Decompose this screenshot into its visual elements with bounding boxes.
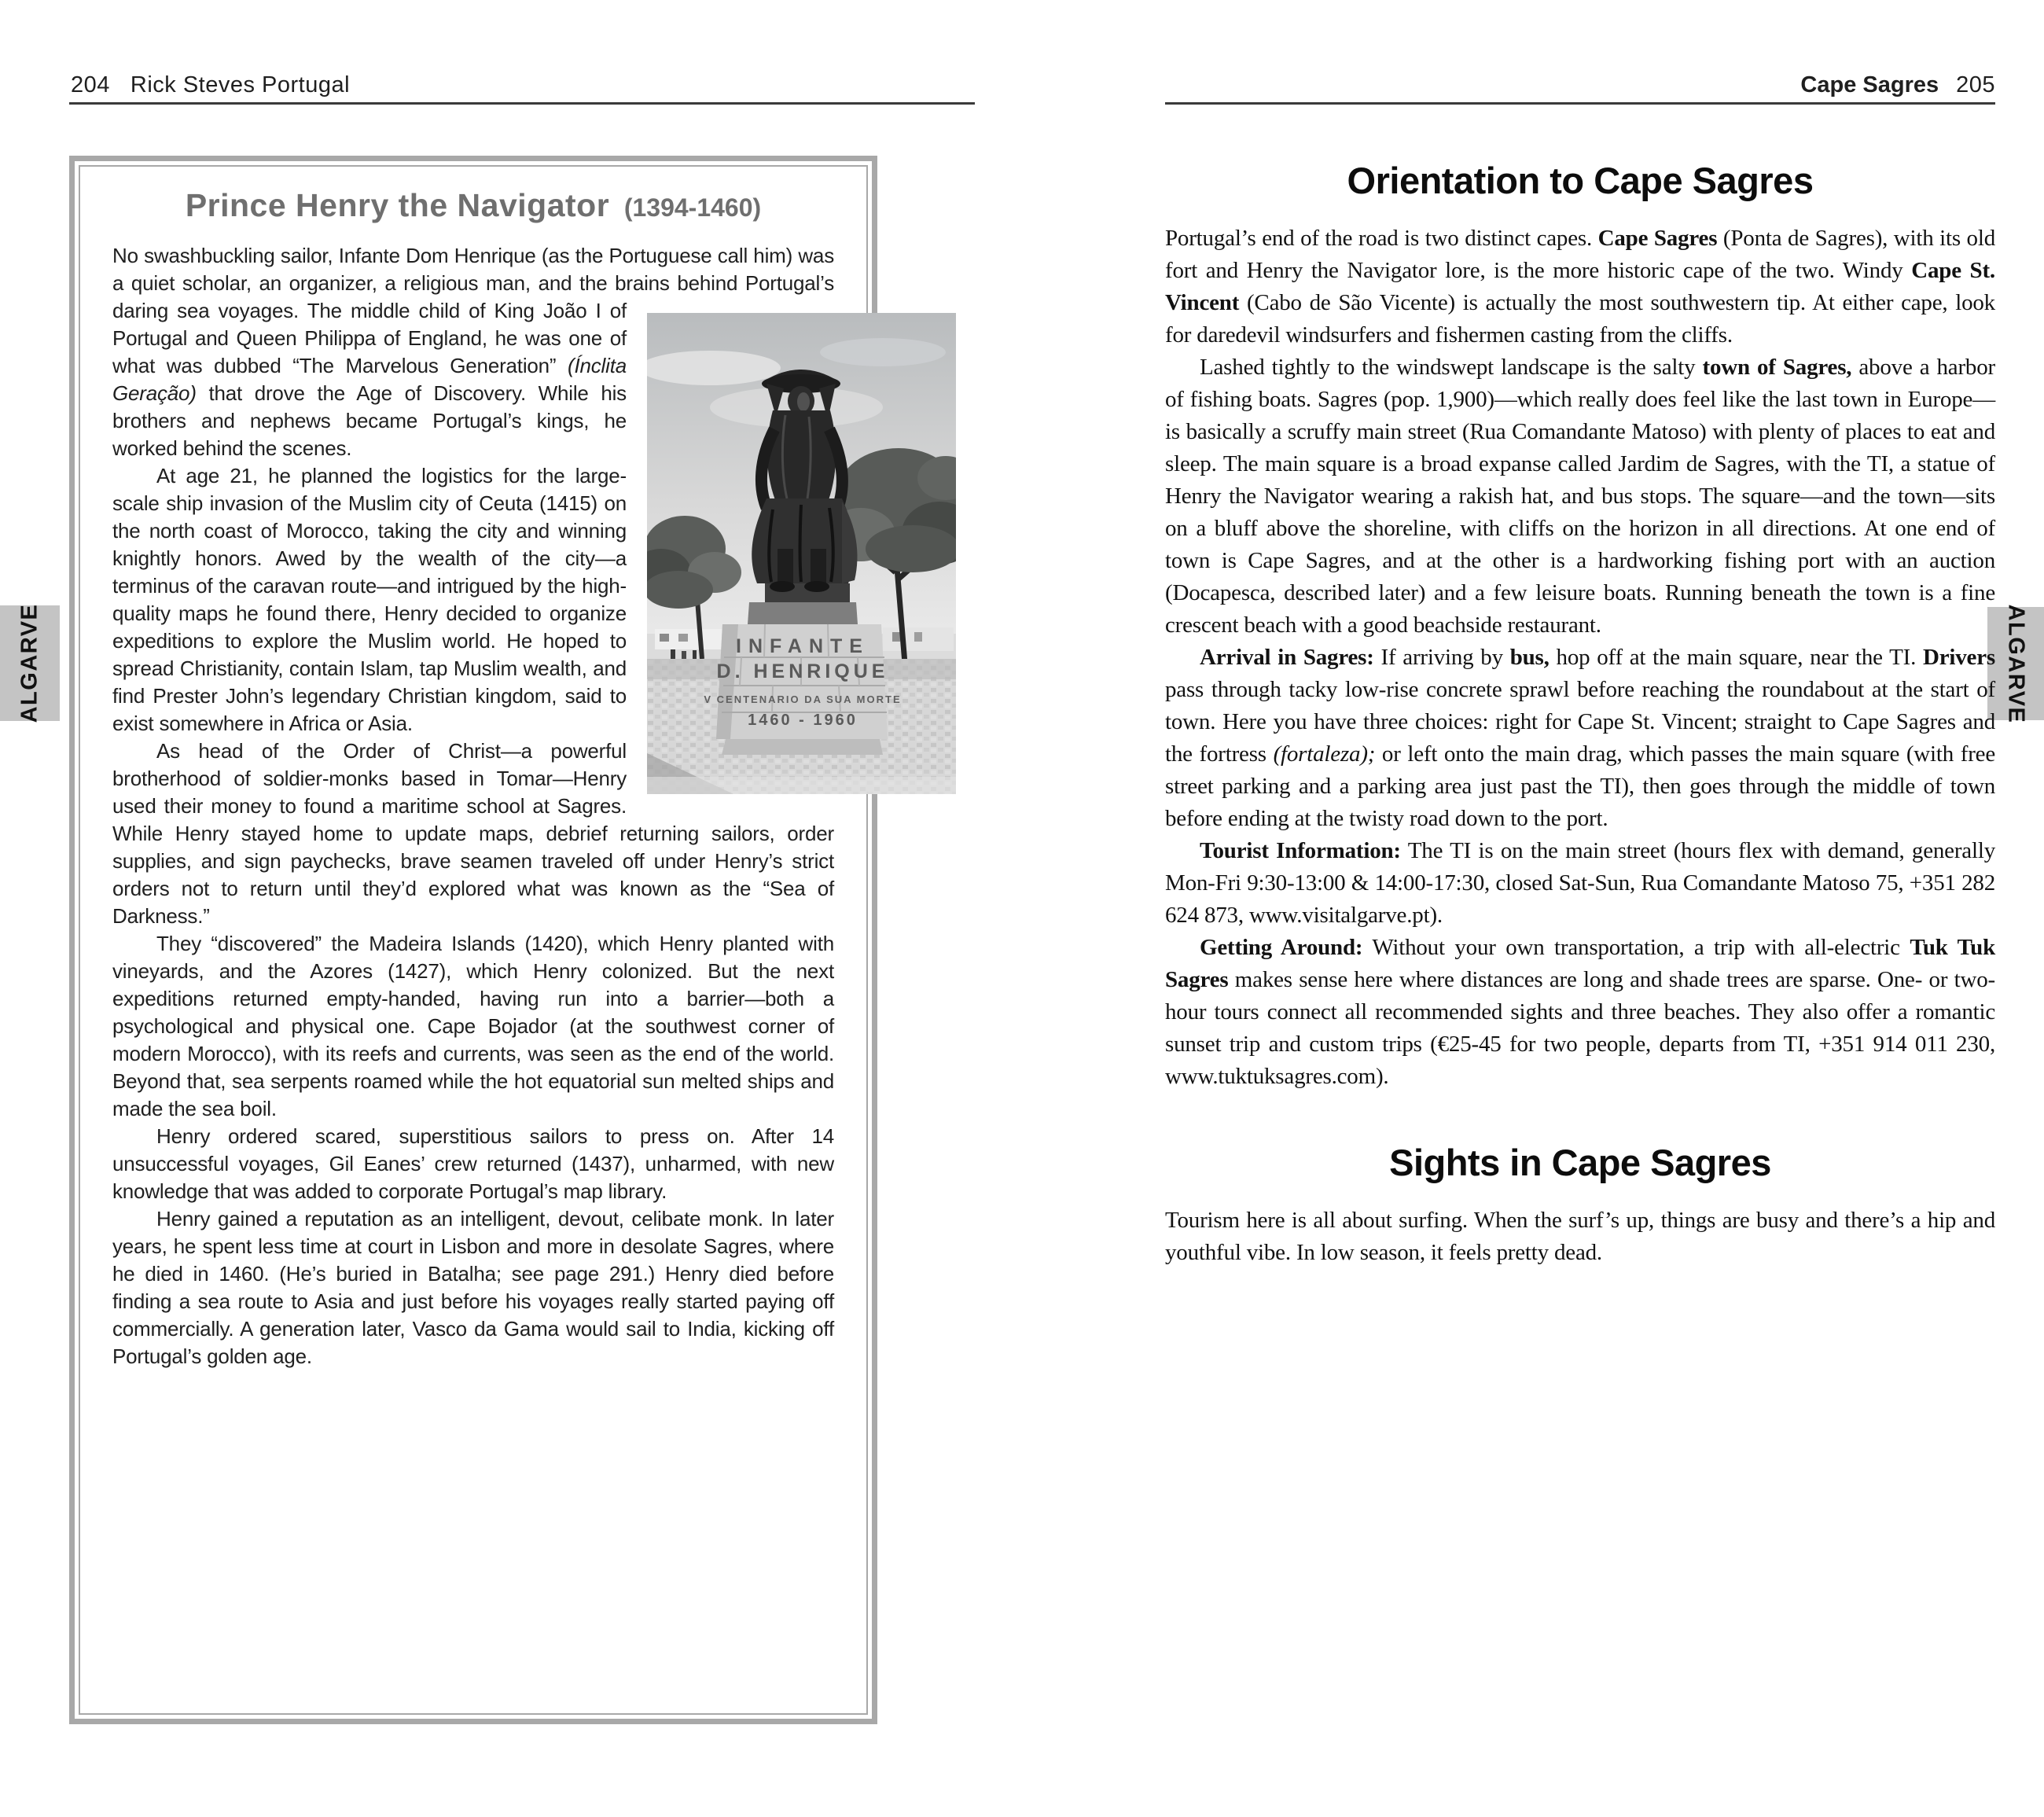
chapter-tab-left-label: ALGARVE (17, 603, 42, 723)
pedestal-inscription-line1: INFANTE (736, 635, 869, 657)
running-title-right: Cape Sagres (1800, 72, 1939, 97)
sidebar-title (112, 185, 834, 231)
chapter-tab-right-label: ALGARVE (2003, 604, 2029, 723)
orientation-body (1165, 223, 1995, 1093)
statue-photo-image (647, 313, 956, 794)
sidebar-title-years: (1394-1460) (623, 193, 762, 222)
section-title-sights: Sights in Cape Sagres (1389, 1142, 1771, 1183)
sidebar-paragraph: At age 21, he planned the logistics for the large-scale ship invasion of the Muslim city of Ceuta (1415) on the north coast of Morocco, taking the city and winning knightly honors. Awed by the wealth of the city—a terminus of the caravan route—and intrigued by the high-quality maps he found there, Henry decided to organize expeditions to explore the Muslim world. He hoped to spread Christianity, contain Islam, tap Muslim wealth, and find Prester John’s legendary Christian kingdom, said to exist somewhere in Africa or Asia. (112, 464, 627, 735)
page-number-left: 204 (71, 72, 110, 97)
body-paragraph: Portugal’s end of the road is two distinct capes. Cape Sagres (Ponta de Sagres), with its old fort and Henry the Navigator lore, is the more historic cape of the two. Windy Cape St. Vincent (Cabo de São Vicente) is actually the most southwestern tip. At either cape, look for daredevil windsurfers and fishermen casting from the cliffs. (1165, 226, 1995, 348)
pedestal-inscription-line3: V CENTENARIO DA SUA MORTE (704, 693, 902, 705)
sidebar-paragraph: No swashbuckling sailor, Infante Dom Henrique (as the Portuguese call him) was a quiet scholar, an organizer, a religious man, and the brains behind Portugal’s daring sea voyages. The middle child of King João I of Portugal and Queen Philippa of England, he was one of what was dubbed “The Marvelous Generation” (Ínclita Geração) that drove the Age of Discovery. While his brothers and nephews became Portugal’s kings, he worked behind the scenes. (112, 244, 834, 460)
sidebar-paragraph: As head of the Order of Christ—a powerful brotherhood of soldier-monks based in Tomar—Henry used their money to found a maritime school at Sagres. While Henry stayed home to update maps, debrief returning sailors, order supplies, and sign paychecks, brave seamen traveled off under Henry’s strict orders not to return until they’d explored what was known as the “Sea of Darkness.” (112, 739, 834, 928)
body-paragraph: Lashed tightly to the windswept landscape is the salty town of Sagres, above a harbor of fishing boats. Sagres (pop. 1,900)—which really does feel like the last town in Europe—is basically a scruffy main street (Rua Comandante Matoso) with plenty of places to eat and sleep. The main square is a broad expanse called Jardim de Sagres, with the TI, a statue of Henry the Navigator wearing a rakish hat, and bus stops. The square—and the town—sits on a bluff above the shoreline, with cliffs on the horizon in all directions. At one end of town is Cape Sagres, and at the other is a hardworking fishing port with an auction (Docapesca, described later) and a few leisure boats. Running beneath the town is a fine crescent beach with a good beachside restaurant. (1165, 355, 1995, 638)
chapter-tab-right (1987, 604, 2044, 723)
sidebar-body (112, 242, 902, 1370)
running-title-left: Rick Steves Portugal (130, 72, 351, 97)
sidebar-paragraph: Henry gained a reputation as an intelligent, devout, celibate monk. In later years, he spent less time at court in Lisbon and more in desolate Sagres, where he died in 1460. (He’s buried in Batalha; see page 291.) Henry died before finding a sea route to Asia and just before his voyages really started paying off commercially. A generation later, Vasco da Gama would sail to India, kicking off Portugal’s golden age. (112, 1207, 834, 1368)
pedestal-inscription-line4: 1460 - 1960 (748, 712, 858, 729)
sidebar-title-text: Prince Henry the Navigator (185, 187, 610, 223)
sights-body (1165, 1205, 1995, 1269)
chapter-tab-left (0, 605, 60, 721)
body-paragraph: Tourist Information: The TI is on the main street (hours flex with demand, generally Mon-Fri 9:30-13:00 & 14:00-17:30, closed Sat-Sun, Rua Comandante Matoso 75, +351 282 624 873, www.visitalgarve.pt). (1165, 838, 1995, 928)
statue-pedestal (704, 602, 901, 755)
running-header-right (1165, 72, 1995, 98)
section-title-orientation: Orientation to Cape Sagres (1347, 160, 1814, 201)
sidebar-paragraph: They “discovered” the Madeira Islands (1420), which Henry planted with vineyards, and the Azores (1427), which Henry colonized. But the next expeditions returned empty-handed, having run into a barrier—both a psychological and physical one. Cape Bojador (at the southwest corner of modern Morocco), with its reefs and currents, was seen as the end of the world. Beyond that, sea serpents roamed while the hot equatorial sun melted ships and made the sea boil. (112, 932, 834, 1120)
sidebar-paragraph: Henry ordered scared, superstitious sailors to press on. After 14 unsuccessful voyages, Gil Eanes’ crew returned (1437), unharmed, with new knowledge that was added to corporate Portugal’s map library. (112, 1124, 834, 1203)
header-rule-right (1165, 102, 1995, 105)
pedestal-inscription-line2: D. HENRIQUE (716, 660, 889, 682)
body-paragraph: Arrival in Sagres: If arriving by bus, hop off at the main square, near the TI. Drivers pass through tacky low-rise concrete sprawl before reaching the roundabout at the start of town. Here you have three choices: right for Cape St. Vincent; straight to Cape Sagres and the fortress (fortaleza); or left onto the main drag, which passes the main square (with free street parking and a parking area just past the TI), then goes through the middle of town before ending at the twisty road down to the port. (1165, 645, 1995, 831)
header-rule-left (69, 102, 975, 105)
body-paragraph: Getting Around: Without your own transportation, a trip with all-electric Tuk Tuk Sagres makes sense here where distances are long and shade trees are sparse. One- or two-hour tours connect all recommended sights and three beaches. They also offer a romantic sunset trip and custom trips (€25-45 for two people, departs from TI, +351 914 011 230, www.tuktuksagres.com). (1165, 935, 1995, 1089)
right-page-column (1165, 161, 1995, 1269)
statue-photo (647, 242, 956, 794)
running-header-left (71, 72, 350, 98)
body-paragraph: Tourism here is all about surfing. When the surf’s up, things are busy and there’s a hip and youthful vibe. In low season, it feels pretty dead. (1165, 1208, 1995, 1265)
sidebar-box-prince-henry (69, 156, 902, 1724)
page-number-right: 205 (1956, 72, 1995, 97)
